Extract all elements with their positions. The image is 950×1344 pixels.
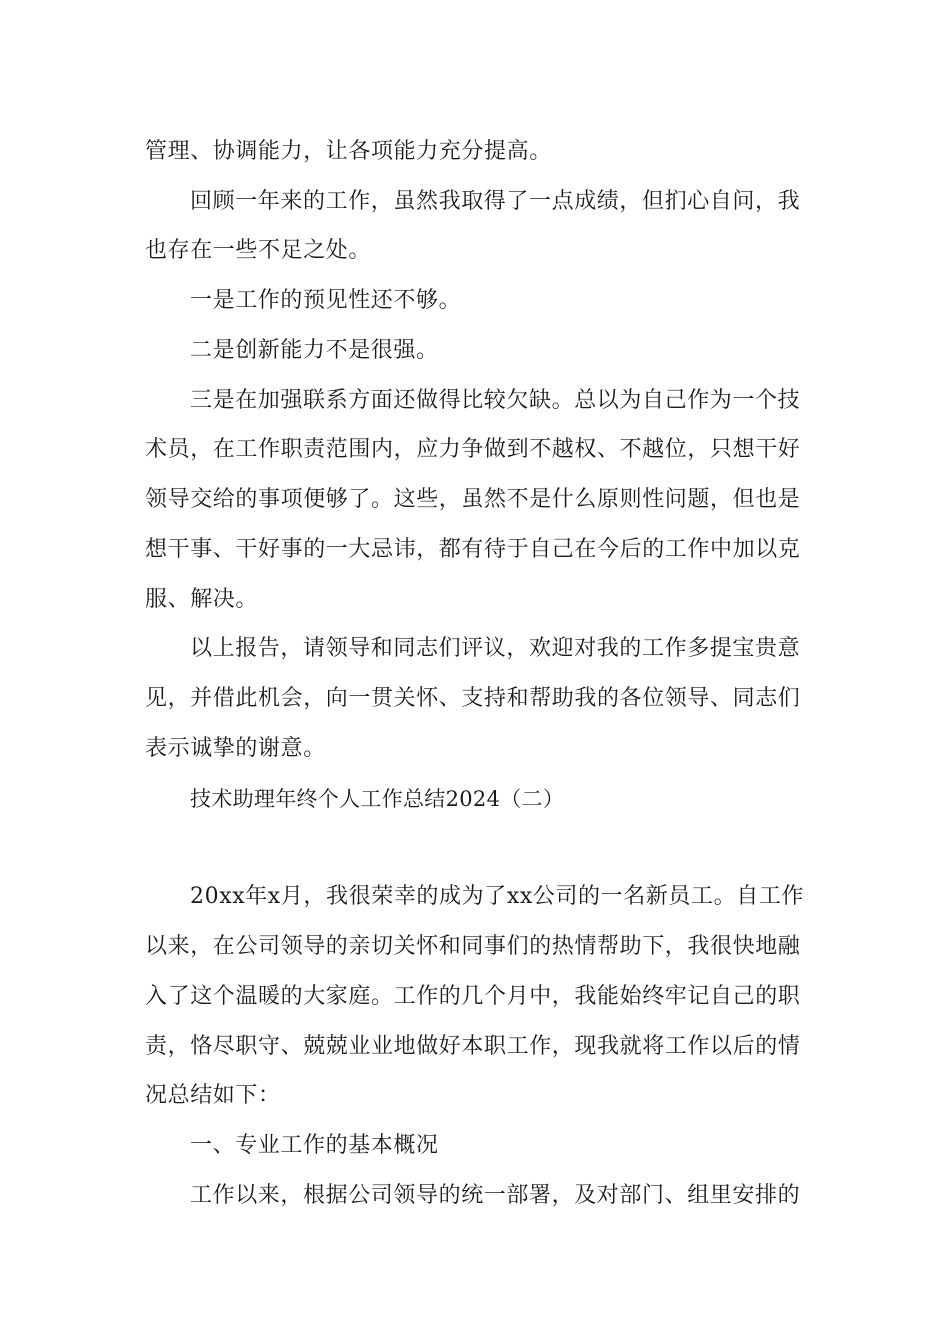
paragraph-start-line: 工作以来，根据公司领导的统一部署，及对部门、组里安排的 bbox=[190, 1183, 801, 1208]
body-text-line: 也存在一些不足之处。 bbox=[145, 238, 372, 263]
body-text-line: 领导交给的事项便够了。这些，虽然不是什么原则性问题，但也是 bbox=[145, 487, 801, 512]
body-text-line: 术员，在工作职责范围内，应力争做到不越权、不越位，只想干好 bbox=[145, 437, 801, 462]
paragraph-start-line: 20xx年x月，我很荣幸的成为了xx公司的一名新员工。自工作 bbox=[190, 884, 805, 909]
section-title: 技术助理年终个人工作总结2024（二） bbox=[190, 787, 565, 811]
body-text-line: 管理、协调能力，让各项能力充分提高。 bbox=[145, 139, 552, 164]
paragraph-start-line: 回顾一年来的工作，虽然我取得了一点成绩，但扪心自问，我 bbox=[190, 189, 801, 214]
paragraph-start-line: 三是在加强联系方面还做得比较欠缺。总以为自己作为一个技 bbox=[190, 388, 801, 413]
section-heading: 一、专业工作的基本概况 bbox=[190, 1133, 439, 1158]
body-text-line: 况总结如下： bbox=[145, 1083, 281, 1108]
body-text-line: 表示诚挚的谢意。 bbox=[145, 736, 326, 761]
paragraph-start-line: 以上报告，请领导和同志们评议，欢迎对我的工作多提宝贵意 bbox=[190, 636, 801, 661]
body-text-line: 以来，在公司领导的亲切关怀和同事们的热情帮助下，我很快地融 bbox=[145, 934, 801, 959]
body-text-line: 想干事、干好事的一大忌讳，都有待于自己在今后的工作中加以克 bbox=[145, 537, 801, 562]
body-text-line: 服、解决。 bbox=[145, 587, 259, 612]
paragraph-start-line: 一是工作的预见性还不够。 bbox=[190, 288, 462, 313]
body-text-line: 责，恪尽职守、兢兢业业地做好本职工作，现我就将工作以后的情 bbox=[145, 1034, 801, 1059]
body-text-line: 见，并借此机会，向一贯关怀、支持和帮助我的各位领导、同志们 bbox=[145, 686, 801, 711]
body-text-line: 入了这个温暖的大家庭。工作的几个月中，我能始终牢记自己的职 bbox=[145, 984, 801, 1009]
paragraph-start-line: 二是创新能力不是很强。 bbox=[190, 338, 439, 363]
